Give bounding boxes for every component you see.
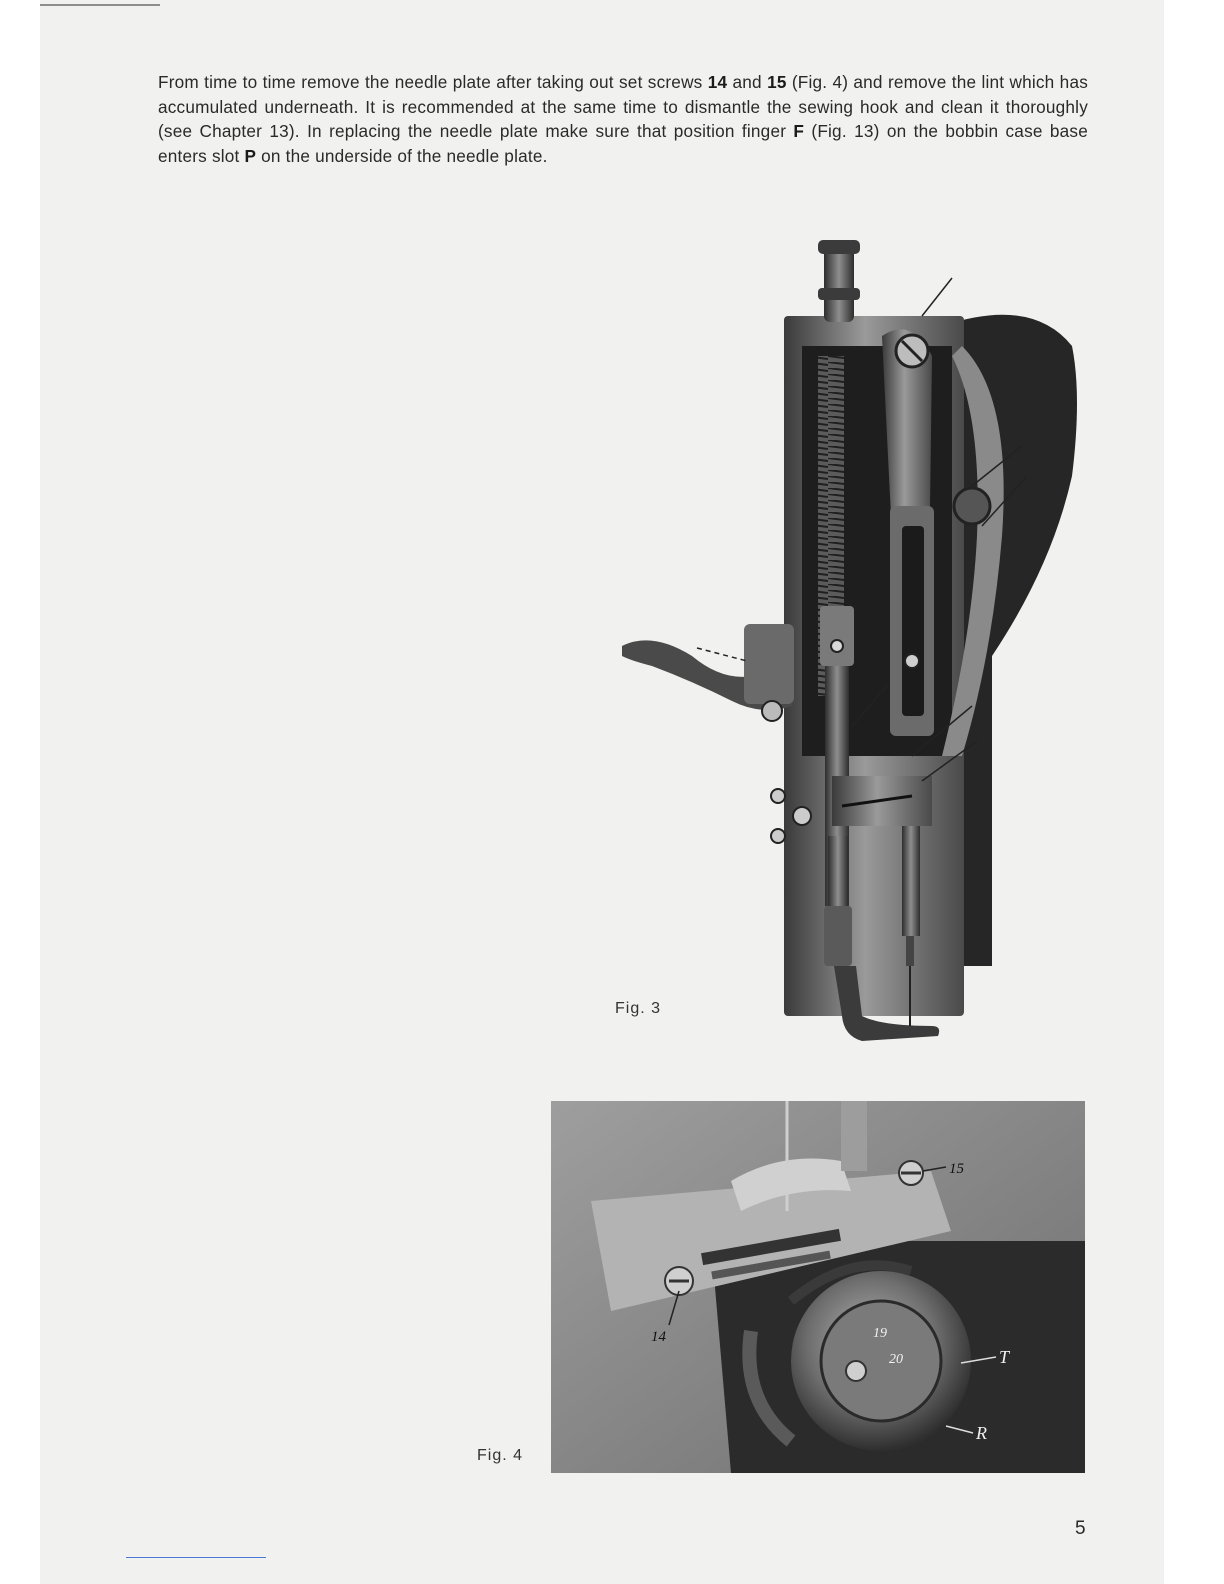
figure-4-photo — [551, 1101, 1085, 1473]
paragraph-text-3: (Fig. 4) and remove the lint which has accumulated underneath. It is recommended at the same time to dismantle the sewing hook and clean it thoroughly (see Chapter 13). In replacing the needle plate make sure that position finger — [158, 72, 1088, 142]
finger-ref-f: F — [793, 121, 805, 142]
footnote-line — [126, 1557, 266, 1558]
screw-ref-14: 14 — [707, 72, 728, 92]
figure-3-illustration — [612, 236, 1092, 1056]
paragraph-text-4: (Fig. 13) on the bobbin case base enters slot — [158, 121, 1088, 166]
slot-ref-p: P — [244, 145, 257, 166]
page-number: 5 — [1075, 1518, 1086, 1539]
presser-foot-shank — [828, 836, 848, 916]
figure-4-caption: Fig. 4 — [477, 1447, 524, 1464]
maintenance-paragraph — [158, 70, 1088, 168]
label-20: 20 — [889, 1352, 903, 1367]
label-r: R — [976, 1423, 987, 1443]
screw-ref-15: 15 — [767, 72, 787, 92]
label-14: 14 — [651, 1329, 666, 1345]
bobbin-case-screw — [846, 1361, 866, 1381]
needle-bar — [902, 826, 920, 936]
label-19: 19 — [873, 1326, 887, 1341]
label-t: T — [999, 1347, 1010, 1367]
figure-3-caption: Fig. 3 — [615, 1000, 662, 1017]
paragraph-text-5: on the underside of the needle plate. — [256, 145, 548, 166]
paragraph-text-2: and — [727, 72, 768, 92]
paragraph-text-1: From time to time remove the needle plate after taking out set screws — [158, 72, 708, 92]
label-15: 15 — [949, 1161, 964, 1177]
scan-edge-line — [40, 4, 160, 6]
